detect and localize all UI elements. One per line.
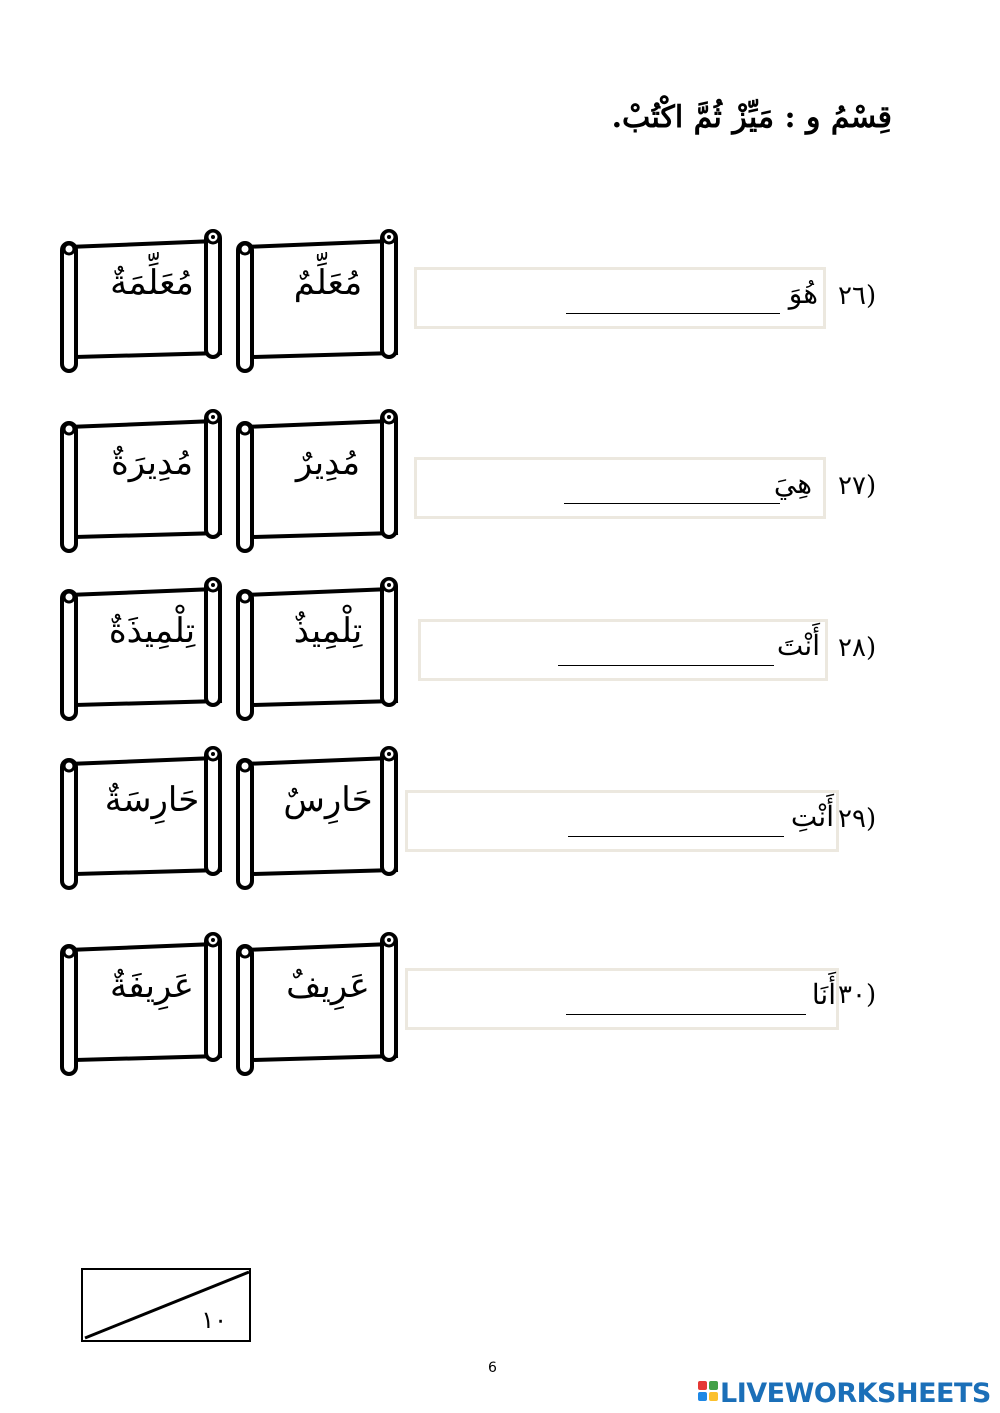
scroll-card-option[interactable] [56,225,236,375]
scroll-card-option[interactable] [232,573,412,723]
answer-input[interactable] [566,285,780,314]
option-word: مُدِيرَةٌ [110,443,194,483]
question-row [0,742,1000,902]
option-word: مُعَلِّمَةٌ [110,263,194,303]
option-word: تِلْمِيذَةٌ [108,611,196,651]
pronoun-label: أَنَا [811,978,836,1011]
scroll-card-option[interactable] [232,928,412,1078]
liveworksheets-logo-icon [698,1381,720,1403]
score-total: ١٠ [201,1306,227,1334]
question-row [0,573,1000,733]
scroll-card-option[interactable] [232,225,412,375]
question-number: ٢٨) [838,633,877,663]
question-number: ٢٦) [838,281,877,311]
scroll-card-option[interactable] [56,928,236,1078]
option-word: حَارِسَةٌ [104,780,200,820]
option-word: مُعَلِّمٌ [293,263,363,303]
score-box [81,1268,251,1342]
option-word: تِلْمِيذٌ [293,611,363,651]
question-row [0,405,1000,565]
question-row [0,928,1000,1088]
page-number: 6 [488,1360,497,1376]
section-heading: قِسْمُ و : مَيِّزْ ثُمَّ اكْتُبْ. [611,100,892,135]
scroll-card-option[interactable] [56,405,236,555]
question-number: ٣٠) [838,980,877,1010]
pronoun-label: أَنْتَ [776,629,820,662]
question-number: ٢٩) [838,804,877,834]
pronoun-label: هِيَ [773,467,812,500]
option-word: مُدِيرٌ [295,443,361,483]
pronoun-label: هُوَ [788,277,818,310]
question-row [0,225,1000,385]
answer-input[interactable] [558,637,774,666]
scroll-card-option[interactable] [232,742,412,892]
option-word: عَرِيفٌ [286,966,370,1006]
scroll-card-option[interactable] [56,573,236,723]
brand-name: LIVEWORKSHEETS [720,1378,991,1409]
pronoun-label: أَنْتِ [790,800,834,833]
scroll-card-option[interactable] [56,742,236,892]
option-word: عَرِيفَةٌ [110,966,194,1006]
answer-input[interactable] [566,986,806,1015]
scroll-card-option[interactable] [232,405,412,555]
question-number: ٢٧) [838,471,877,501]
answer-input[interactable] [564,475,780,504]
option-word: حَارِسٌ [283,780,373,820]
answer-input[interactable] [568,808,784,837]
